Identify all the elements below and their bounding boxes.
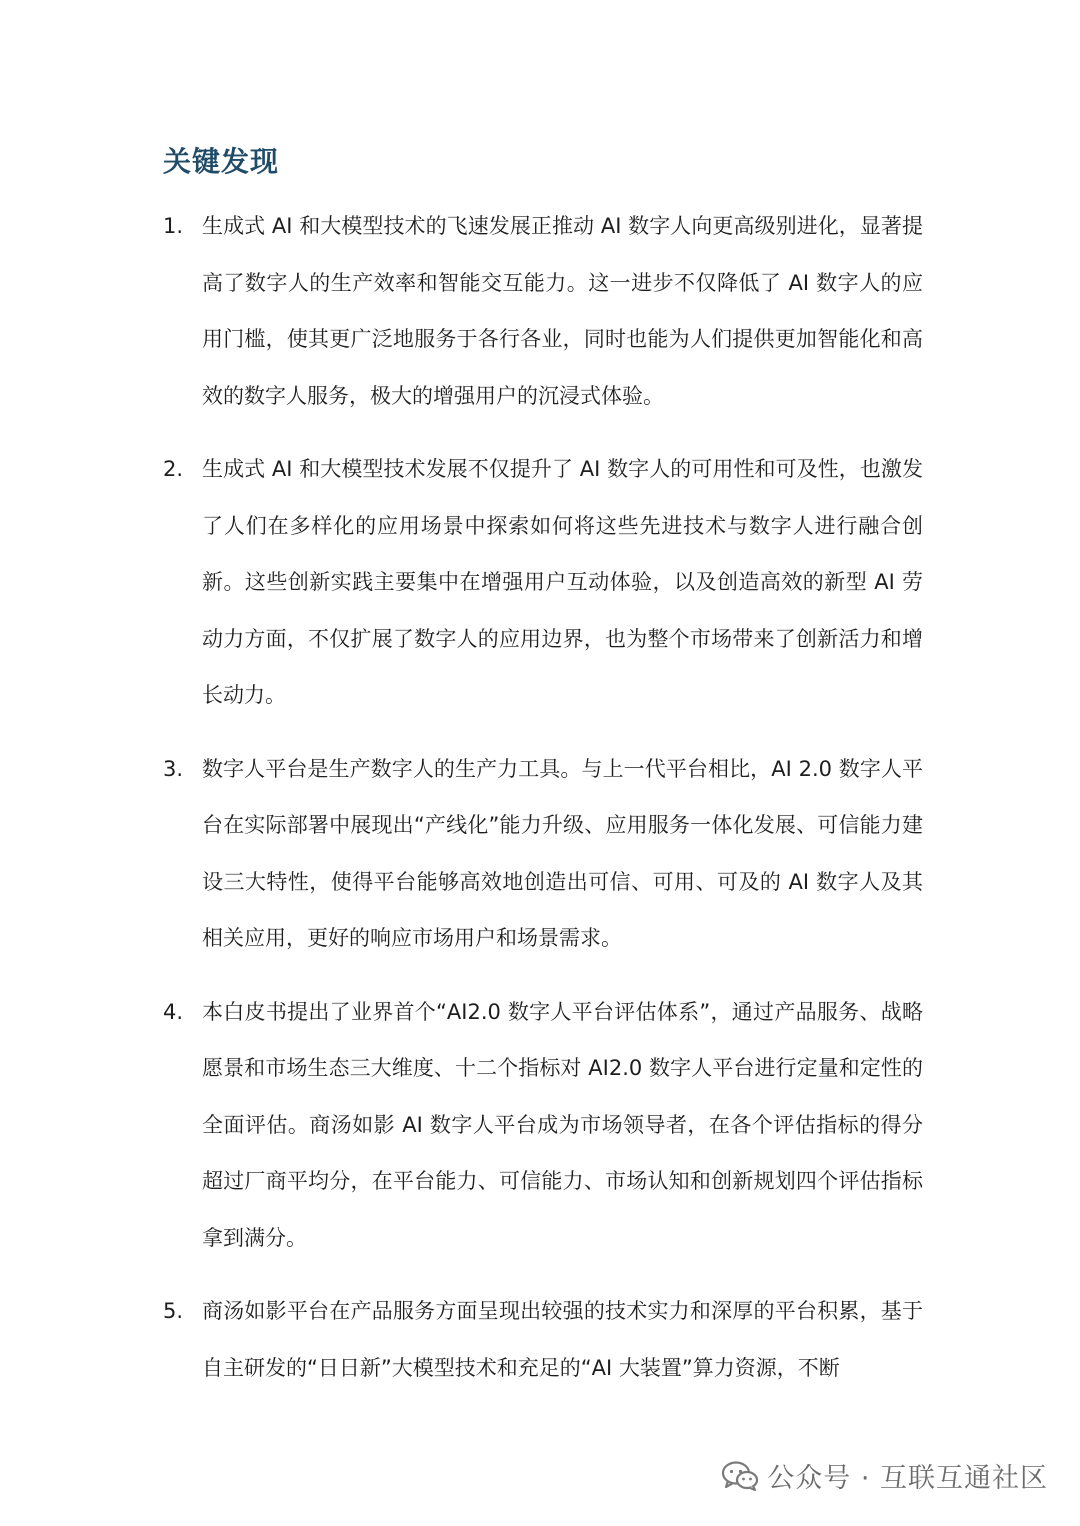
finding-text: 数字人平台是生产数字人的生产力工具。与上一代平台相比，AI 2.0 数字人平台在实际部署中展现出“产线化”能力升级、应用服务一体化发展、可信能力建设三大特性，使得平台能够高效地创造出可信、可用、可及的 AI 数字人及其相关应用，更好的响应市场用户和场景需求。 bbox=[202, 756, 923, 950]
finding-item-2 bbox=[163, 441, 923, 724]
key-findings-list bbox=[163, 198, 923, 1413]
finding-number: 4. bbox=[163, 999, 184, 1024]
finding-text: 生成式 AI 和大模型技术发展不仅提升了 AI 数字人的可用性和可及性，也激发了人们在多样化的应用场景中探索如何将这些先进技术与数字人进行融合创新。这些创新实践主要集中在增强用户互动体验，以及创造高效的新型 AI 劳动力方面，不仅扩展了数字人的应用边界，也为整个市场带来了创新活力和增长动力。 bbox=[202, 457, 923, 707]
finding-number: 2. bbox=[163, 457, 184, 481]
watermark-text: 公众号 · 互联互通社区 bbox=[767, 1463, 1048, 1494]
finding-item-4 bbox=[163, 984, 923, 1267]
wechat-watermark bbox=[721, 1456, 1048, 1495]
finding-item-3 bbox=[163, 741, 923, 967]
finding-number: 5. bbox=[163, 1299, 184, 1323]
section-heading: 关键发现 bbox=[163, 145, 280, 178]
finding-text: 本白皮书提出了业界首个“AI2.0 数字人平台评估体系”，通过产品服务、战略愿景和市场生态三大维度、十二个指标对 AI2.0 数字人平台进行定量和定性的全面评估。商汤如影 AI 数字人平台成为市场领导者，在各个评估指标的得分超过厂商平均分，在平台能力、可信能力、市场认知和创新规划四个评估指标拿到满分。 bbox=[202, 999, 923, 1250]
finding-item-1 bbox=[163, 198, 923, 424]
finding-item-5 bbox=[163, 1283, 923, 1396]
finding-text: 商汤如影平台在产品服务方面呈现出较强的技术实力和深厚的平台积累，基于自主研发的“日日新”大模型技术和充足的“AI 大装置”算力资源，不断 bbox=[202, 1299, 923, 1380]
finding-text: 生成式 AI 和大模型技术的飞速发展正推动 AI 数字人向更高级别进化，显著提高了数字人的生产效率和智能交互能力。这一进步不仅降低了 AI 数字人的应用门槛，使其更广泛地服务于各行各业，同时也能为人们提供更加智能化和高效的数字人服务，极大的增强用户的沉浸式体验。 bbox=[202, 214, 923, 408]
finding-number: 3. bbox=[163, 756, 184, 781]
wechat-icon bbox=[721, 1460, 759, 1492]
finding-number: 1. bbox=[163, 214, 184, 238]
